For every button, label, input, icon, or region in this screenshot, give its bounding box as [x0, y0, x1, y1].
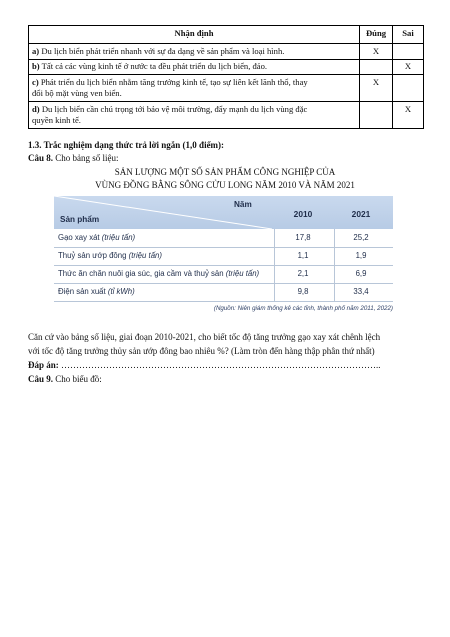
- tf-row-text-cont: quyền kinh tế.: [32, 115, 81, 125]
- row-value-2021: 6,9: [355, 269, 367, 278]
- tf-statement: [29, 75, 360, 102]
- answer-blank: ……………………………………………………………………………………………..: [61, 360, 381, 370]
- header-year-2021: 2021: [351, 209, 371, 219]
- tf-row: [29, 59, 424, 75]
- tf-row-text: Tất cả các vùng kinh tế ở nước ta đều phát triển du lịch biển, đảo.: [41, 61, 268, 71]
- row-product-name: Điện sản xuất: [58, 287, 106, 296]
- question-9-text: Cho biểu đồ:: [55, 374, 102, 384]
- tf-row-label: c): [32, 76, 39, 87]
- tf-statement: [29, 59, 360, 75]
- column-divider: [274, 229, 275, 301]
- column-divider: [334, 229, 335, 301]
- tf-true-cell: [360, 59, 393, 75]
- answer-line: [28, 359, 424, 371]
- question-8-text-line-2: với tốc độ tăng trưởng thủy sản ướp đông bao nhiêu %? (Làm tròn đến hàng thập phân thứ nhất): [28, 346, 375, 356]
- row-value-2010: 17,8: [295, 233, 311, 242]
- data-row: [54, 247, 393, 266]
- row-product: [58, 251, 162, 260]
- row-value-2021: 1,9: [355, 251, 367, 260]
- tf-row-label: d): [32, 103, 40, 114]
- row-value-2010: 2,1: [297, 269, 309, 278]
- tf-row: [29, 75, 424, 102]
- tf-row-text: Du lịch biển phát triển nhanh với sự đa dạng về sản phẩm và loại hình.: [41, 45, 285, 56]
- data-source-note: (Nguồn: Niên giám thống kê các tỉnh, thành phố năm 2011, 2022): [213, 305, 393, 312]
- row-product-name: Thức ăn chăn nuôi gia súc, gia cầm và thuỷ sản: [58, 269, 224, 278]
- header-true: Đúng: [360, 26, 393, 44]
- tf-row: [29, 102, 424, 129]
- row-value-2010: 1,1: [297, 251, 309, 260]
- tf-row-label: a): [32, 45, 40, 56]
- data-table-header: [54, 196, 393, 229]
- header-year-label: Năm: [234, 200, 252, 209]
- row-product-unit: (tỉ kWh): [107, 287, 135, 296]
- section-heading: 1.3. Trắc nghiệm dạng thức trả lời ngắn (1,0 điểm):: [28, 140, 225, 150]
- header-product-label: Sản phẩm: [60, 215, 100, 224]
- row-product-unit: (triệu tấn): [101, 233, 136, 242]
- question-9-label: Câu 9.: [28, 374, 54, 384]
- data-row: [54, 229, 393, 248]
- answer-label: Đáp án:: [28, 360, 59, 370]
- row-product: [58, 233, 135, 242]
- tf-row-text-cont: đổi bộ mặt vùng ven biển.: [32, 88, 122, 98]
- data-row: [54, 265, 393, 284]
- table-title-line-1: SẢN LƯỢNG MỘT SỐ SẢN PHẨM CÔNG NGHIỆP CỦA: [114, 167, 336, 177]
- row-product-name: Thuỷ sản ướp đông: [58, 251, 127, 260]
- tf-statement: [29, 102, 360, 129]
- row-value-2021: 33,4: [353, 287, 369, 296]
- row-value-2021: 25,2: [353, 233, 369, 242]
- question-9: [28, 373, 102, 385]
- row-value-2010: 9,8: [297, 287, 309, 296]
- row-product: [58, 287, 135, 296]
- row-product-unit: (triệu tấn): [225, 269, 260, 278]
- row-product-name: Gạo xay xát: [58, 233, 100, 242]
- table-title-line-2: VÙNG ĐỒNG BẰNG SÔNG CỬU LONG NĂM 2010 VÀ NĂM 2021: [95, 180, 355, 190]
- data-row: [54, 283, 393, 302]
- header-year-2010: 2010: [293, 209, 313, 219]
- question-8-intro: [28, 152, 119, 164]
- tf-false-cell: [393, 44, 424, 60]
- row-product: [58, 269, 259, 278]
- question-8-text-line-1: Căn cứ vào bảng số liệu, giai đoạn 2010-2021, cho biết tốc độ tăng trưởng gạo xay xát chênh lệch: [28, 332, 381, 342]
- tf-true-cell: [360, 102, 393, 129]
- header-false: Sai: [393, 26, 424, 44]
- tf-statement: [29, 44, 360, 60]
- tf-false-cell: X: [393, 59, 424, 75]
- true-false-table: [28, 25, 424, 129]
- tf-true-cell: X: [360, 44, 393, 60]
- tf-header-row: [29, 26, 424, 44]
- tf-true-cell: X: [360, 75, 393, 102]
- tf-row-text: Phát triển du lịch biển nhằm tăng trưởng kinh tế, tạo sự liên kết lãnh thổ, thay: [40, 76, 308, 87]
- tf-row-text: Du lịch biển cần chú trọng tới bảo vệ môi trường, đẩy mạnh du lịch vùng đặc: [41, 103, 308, 114]
- row-product-unit: (triệu tấn): [128, 251, 162, 260]
- question-8-intro-text: Cho bảng số liệu:: [55, 153, 119, 163]
- production-data-table: [54, 196, 393, 316]
- header-statement: Nhận định: [29, 26, 360, 44]
- tf-row: [29, 44, 424, 60]
- tf-row-label: b): [32, 61, 40, 71]
- question-8-label: Câu 8.: [28, 153, 54, 163]
- tf-false-cell: X: [393, 102, 424, 129]
- tf-false-cell: [393, 75, 424, 102]
